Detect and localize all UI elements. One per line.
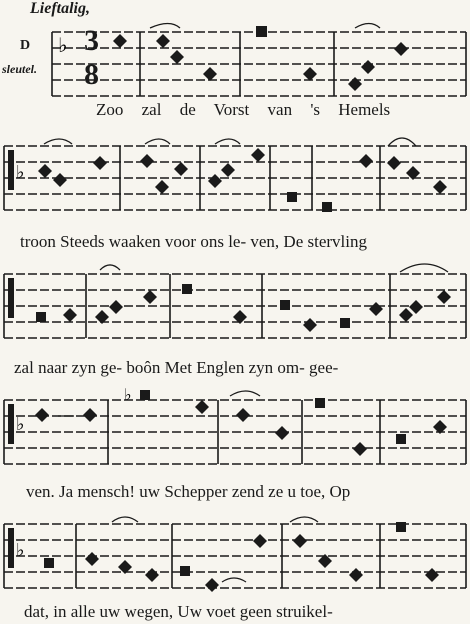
svg-text:♭: ♭ bbox=[124, 385, 132, 404]
svg-text:♭: ♭ bbox=[16, 540, 25, 561]
lyric-line-3: zal naar zyn ge- boôn Met Englen zyn om- gee- bbox=[14, 358, 339, 377]
staff-system-4 bbox=[0, 384, 470, 470]
staff-system-2 bbox=[0, 132, 470, 218]
staff-5 bbox=[0, 510, 470, 598]
time-signature-bottom: 8 bbox=[84, 58, 99, 91]
lyric-line-2: troon Steeds waaken voor ons le- ven, De stervling bbox=[20, 232, 367, 251]
c-clef bbox=[8, 528, 14, 568]
flat-sign: ♭ bbox=[58, 33, 68, 57]
staff-system-3 bbox=[0, 262, 470, 348]
clef-label: sleutel. bbox=[2, 62, 37, 76]
lyric-line-4: ven. Ja mensch! uw Schepper zend ze u toe, Op bbox=[26, 482, 351, 501]
time-signature-top: 3 bbox=[84, 24, 99, 57]
staff-4 bbox=[0, 384, 470, 470]
tempo-marking: Lieftalig, bbox=[30, 0, 90, 17]
staff-2 bbox=[0, 132, 470, 218]
staff-3 bbox=[0, 262, 470, 348]
staff-1 bbox=[0, 22, 470, 100]
svg-text:♭: ♭ bbox=[16, 162, 25, 183]
c-clef bbox=[8, 278, 14, 318]
c-clef bbox=[8, 404, 14, 444]
svg-text:♭: ♭ bbox=[16, 414, 25, 435]
key-letter: D bbox=[20, 38, 31, 53]
staff-system-1 bbox=[0, 22, 470, 100]
staff-system-5 bbox=[0, 510, 470, 598]
c-clef bbox=[8, 150, 14, 190]
lyric-line-1: Zoo zal de Vorst van 's Hemels bbox=[96, 100, 391, 119]
lyric-line-5: dat, in alle uw wegen, Uw voet geen struikel- bbox=[24, 602, 333, 621]
